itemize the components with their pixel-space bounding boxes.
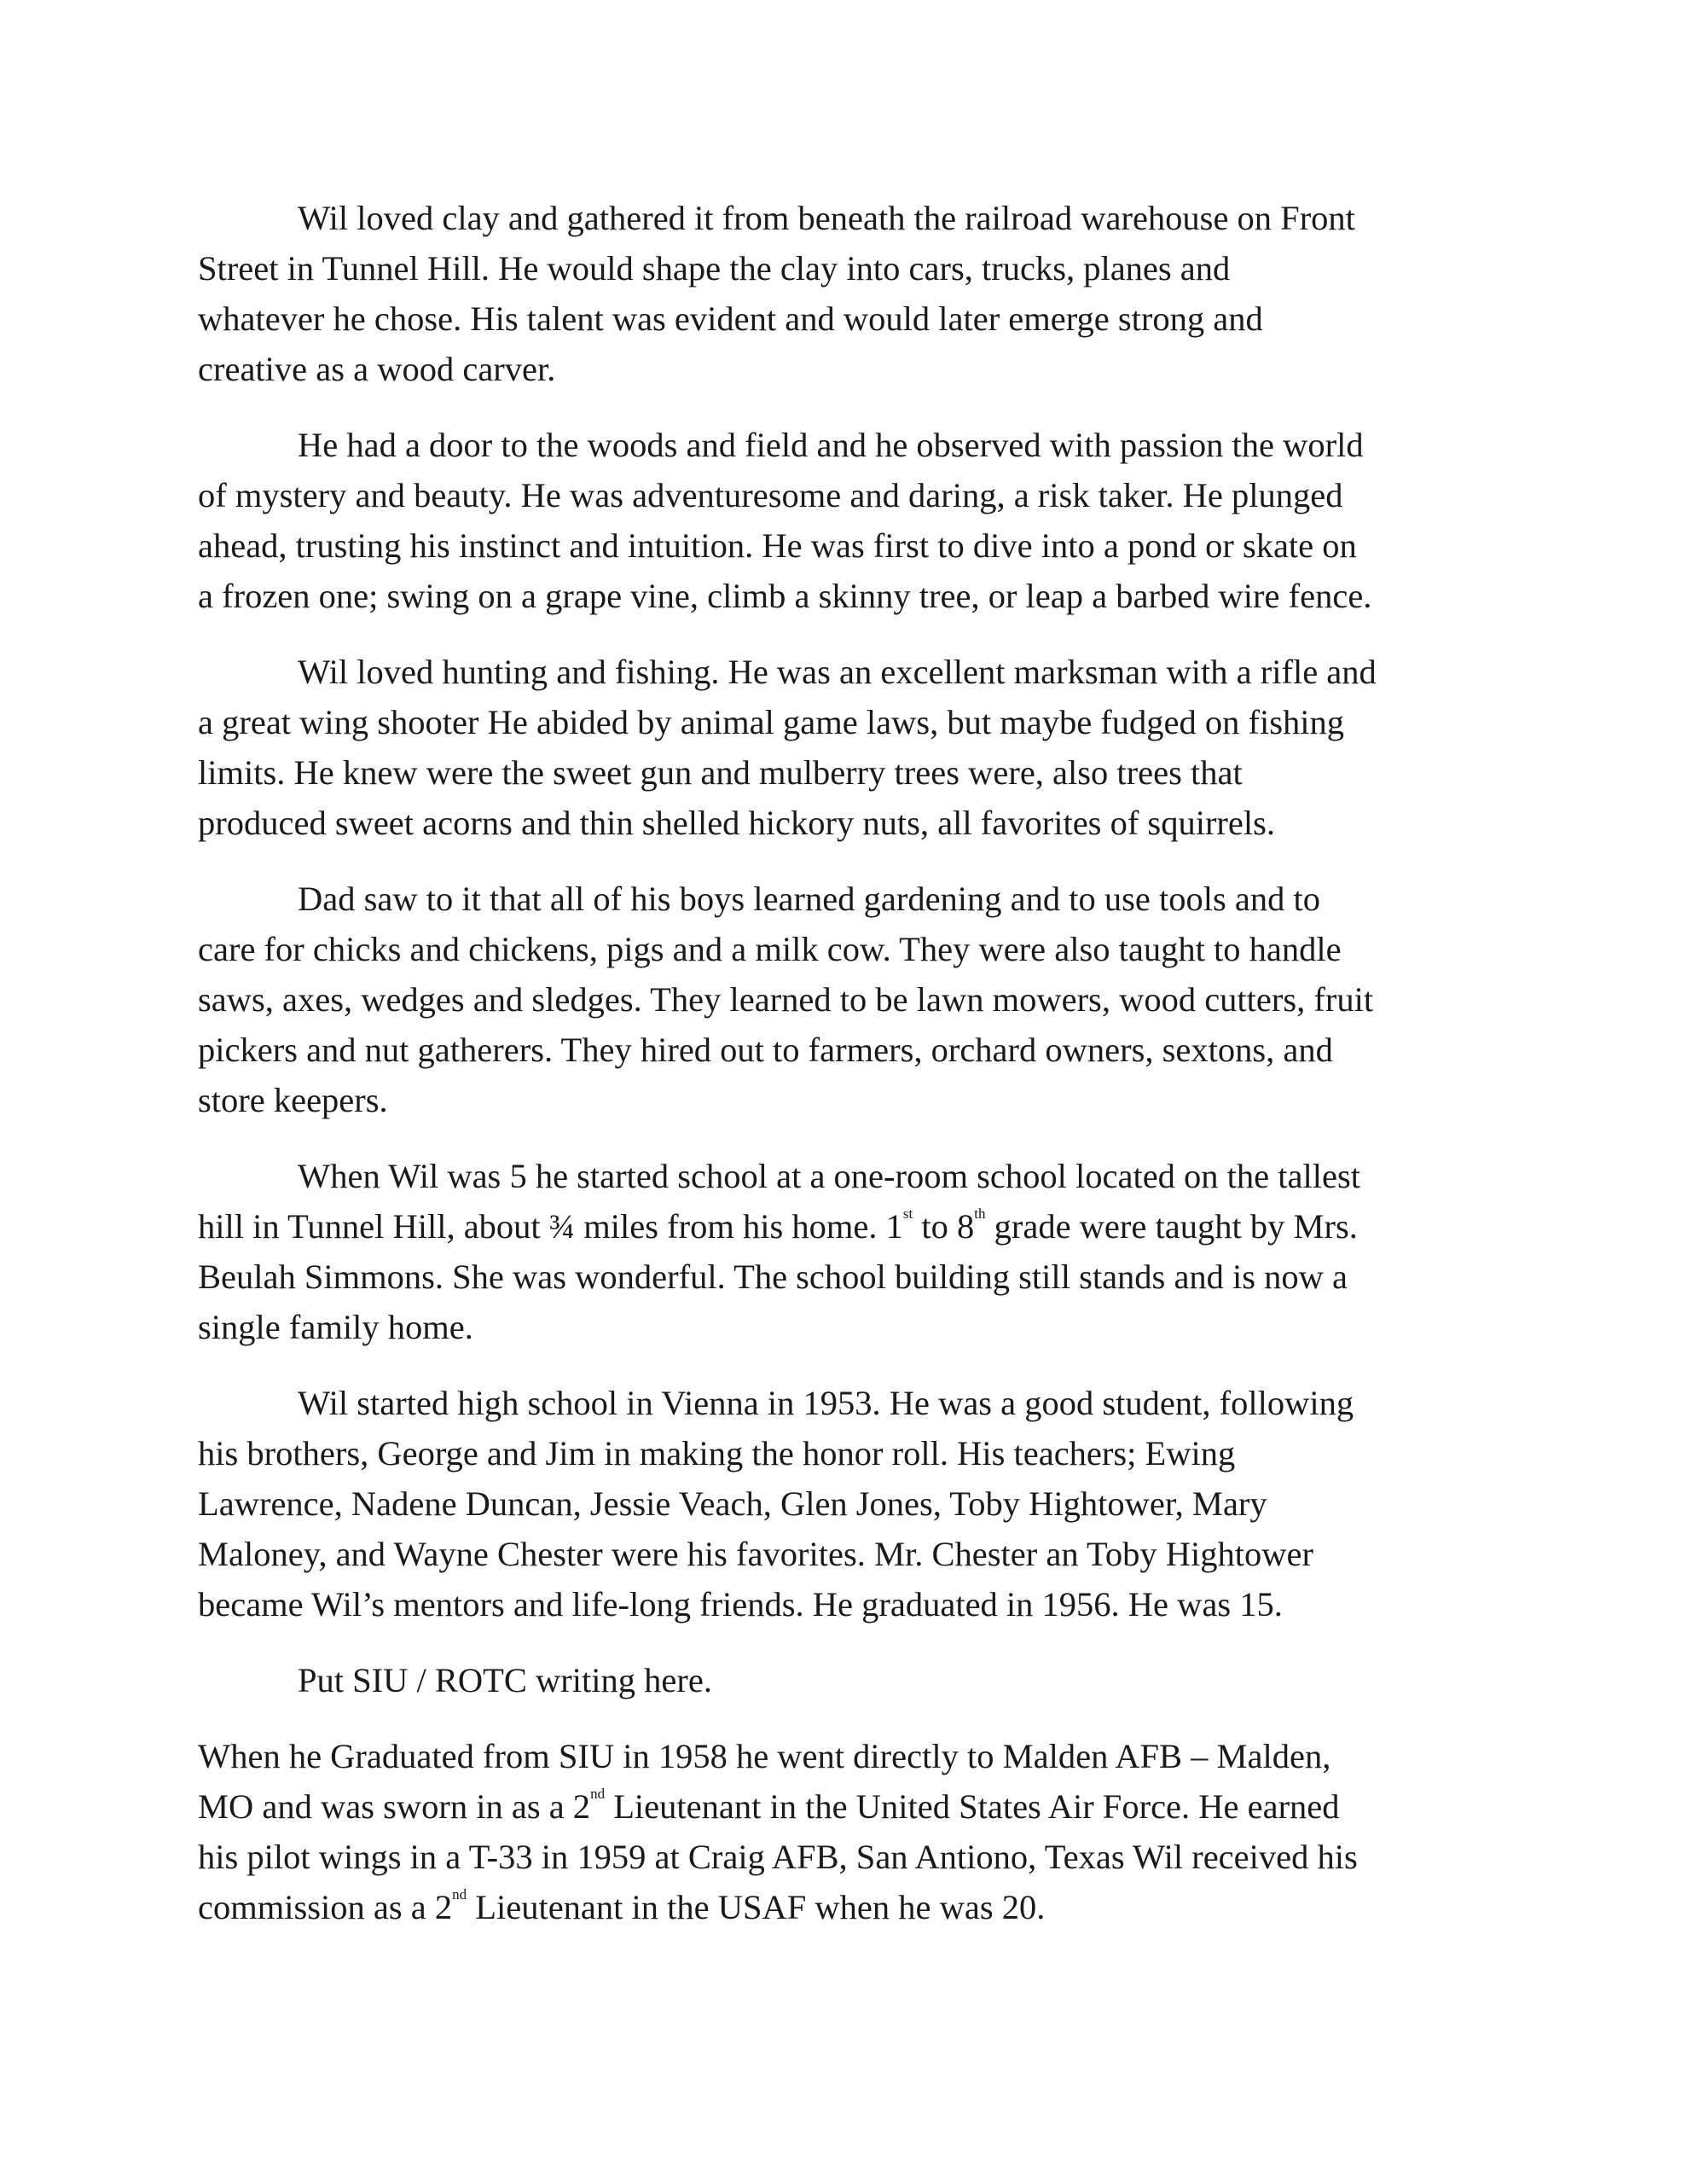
paragraph-hunting [198,647,1494,848]
text-segment: MO and was sworn in as a 2 [198,1787,591,1826]
text-line: Wil loved hunting and fishing. He was an excellent marksman with a rifle and [298,653,1377,691]
text-line: a frozen one; swing on a grape vine, climb a skinny tree, or leap a barbed wire fence. [198,577,1372,615]
text-line: his brothers, George and Jim in making the honor roll. His teachers; Ewing [198,1434,1236,1472]
text-line: Beulah Simmons. She was wonderful. The school building still stands and is now a [198,1258,1348,1296]
text-line: of mystery and beauty. He was adventuresome and daring, a risk taker. He plunged [198,476,1343,514]
text-line: creative as a wood carver. [198,350,556,388]
text-line: saws, axes, wedges and sledges. They learned to be lawn mowers, wood cutters, fruit [198,980,1374,1019]
paragraph-clay [198,193,1494,394]
text-line: care for chicks and chickens, pigs and a milk cow. They were also taught to handle [198,930,1342,968]
text-line [198,1882,1494,1932]
text-line: When Wil was 5 he started school at a one-room school located on the tallest [298,1157,1361,1195]
paragraph-air-force [198,1731,1494,1932]
text-line: Dad saw to it that all of his boys learned gardening and to use tools and to [298,880,1321,918]
text-line [198,1781,1494,1832]
document-page [198,193,1494,1958]
text-line: store keepers. [198,1081,388,1119]
text-line: pickers and nut gatherers. They hired out to farmers, orchard owners, sextons, and [198,1031,1333,1069]
text-line: Put SIU / ROTC writing here. [298,1661,712,1699]
text-line: ahead, trusting his instinct and intuition. He was first to dive into a pond or skate on [198,526,1357,565]
text-line: Wil loved clay and gathered it from beneath the railroad warehouse on Front [298,199,1355,237]
text-segment: commission as a 2 [198,1888,453,1926]
superscript: st [902,1205,913,1223]
superscript: th [974,1205,986,1223]
text-line: became Wil’s mentors and life-long friends. He graduated in 1956. He was 15. [198,1585,1283,1623]
text-line: Lawrence, Nadene Duncan, Jessie Veach, Glen Jones, Toby Hightower, Mary [198,1484,1267,1523]
paragraph-dad [198,874,1494,1125]
superscript: nd [590,1786,606,1803]
paragraph-school [198,1151,1494,1352]
text-segment: Lieutenant in the United States Air Force. He earned [605,1787,1340,1826]
text-line: limits. He knew were the sweet gun and mulberry trees were, also trees that [198,753,1243,792]
text-line: single family home. [198,1308,473,1346]
text-line: When he Graduated from SIU in 1958 he went directly to Malden AFB – Malden, [198,1737,1331,1775]
text-line: He had a door to the woods and field and he observed with passion the world [298,426,1364,464]
text-segment: hill in Tunnel Hill, about ¾ miles from his home. 1 [198,1207,903,1246]
text-line: Maloney, and Wayne Chester were his favorites. Mr. Chester an Toby Hightower [198,1535,1313,1573]
text-line: his pilot wings in a T-33 in 1959 at Craig AFB, San Antiono, Texas Wil received his [198,1838,1358,1876]
paragraph-woods [198,420,1494,621]
paragraph-placeholder-note [198,1655,1494,1705]
superscript: nd [452,1886,467,1903]
paragraph-high-school [198,1378,1494,1629]
text-segment: Lieutenant in the USAF when he was 20. [467,1888,1046,1926]
text-line: Street in Tunnel Hill. He would shape the clay into cars, trucks, planes and [198,249,1231,288]
text-line [198,1201,1494,1252]
text-line: Wil started high school in Vienna in 1953. He was a good student, following [298,1384,1354,1422]
text-segment: grade were taught by Mrs. [985,1207,1358,1246]
text-line: produced sweet acorns and thin shelled hickory nuts, all favorites of squirrels. [198,804,1276,842]
text-line: a great wing shooter He abided by animal game laws, but maybe fudged on fishing [198,703,1345,741]
text-line: whatever he chose. His talent was evident and would later emerge strong and [198,299,1263,338]
text-segment: to 8 [913,1207,975,1246]
